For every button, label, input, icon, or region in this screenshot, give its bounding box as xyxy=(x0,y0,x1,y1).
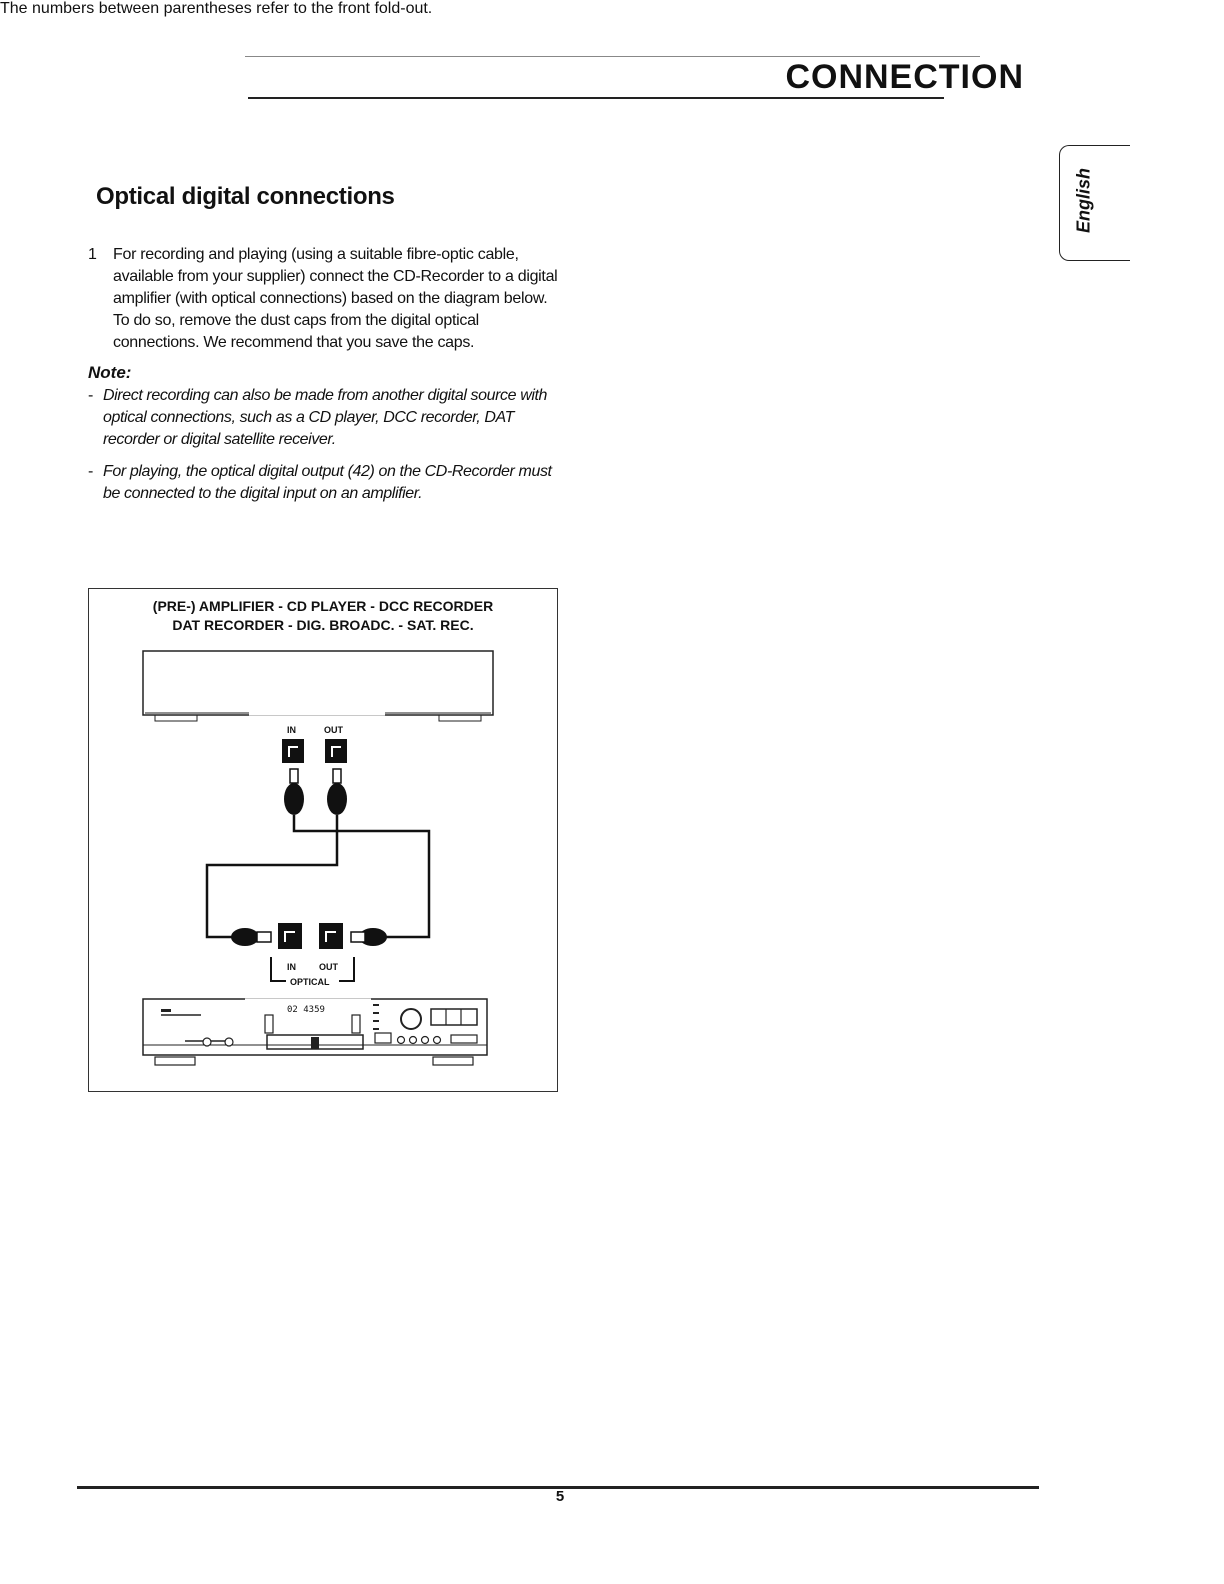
note-item-text: Direct recording can also be made from another digital source with optical connections, such as a CD player, DCC recorder, DAT recorder or digital satellite receiver. xyxy=(103,387,548,448)
diagram-drawing xyxy=(89,589,557,1091)
language-tab-label: English xyxy=(1073,168,1094,234)
top-plugs xyxy=(284,769,347,815)
section-heading: Optical digital connections xyxy=(96,183,395,210)
page-number: 5 xyxy=(555,1488,565,1505)
optical-label: OPTICAL xyxy=(290,977,330,987)
fibre-optic-cables xyxy=(207,815,429,937)
top-out-label: OUT xyxy=(324,725,343,735)
note-label: Note: xyxy=(88,363,132,382)
display-readout: 02 4359 xyxy=(287,1005,325,1015)
section-title: CONNECTION xyxy=(785,58,1024,96)
diagram-title-line2: DAT RECORDER - DIG. BROADC. - SAT. REC. xyxy=(172,617,474,633)
top-in-label: IN xyxy=(287,725,296,735)
note-item-text: For playing, the optical digital output (42) on the CD-Recorder must be connected to the digital input on an amplifier. xyxy=(103,463,552,502)
source-optical-ports xyxy=(282,739,347,763)
connection-diagram xyxy=(88,588,558,1092)
note-item: - Direct recording can also be made from another digital source with optical connections, such as a CD player, DCC recorder, DAT recorder or digital satellite receiver. xyxy=(88,385,558,451)
step-number: 1 xyxy=(88,246,97,263)
fold-out-note: The numbers between parentheses refer to the front fold-out. xyxy=(0,0,433,17)
step-text: For recording and playing (using a suitable fibre-optic cable, available from your supplier) connect the CD-Recorder to a digital amplifier (with optical connections) based on the diagram below. To do so, remove the dust caps from the digital optical connections. We recommend that you save the caps. xyxy=(113,246,558,351)
note-item: - For playing, the optical digital output (42) on the CD-Recorder must be connected to the digital input on an amplifier. xyxy=(88,461,558,505)
bottom-in-label: IN xyxy=(287,962,296,972)
header-rule xyxy=(248,97,944,99)
bottom-out-label: OUT xyxy=(319,962,338,972)
bottom-plugs xyxy=(231,928,387,946)
language-tab xyxy=(1059,145,1130,261)
diagram-title-line1: (PRE-) AMPLIFIER - CD PLAYER - DCC RECORDER xyxy=(152,598,494,614)
source-device xyxy=(143,651,493,721)
recorder-optical-ports xyxy=(278,923,343,949)
